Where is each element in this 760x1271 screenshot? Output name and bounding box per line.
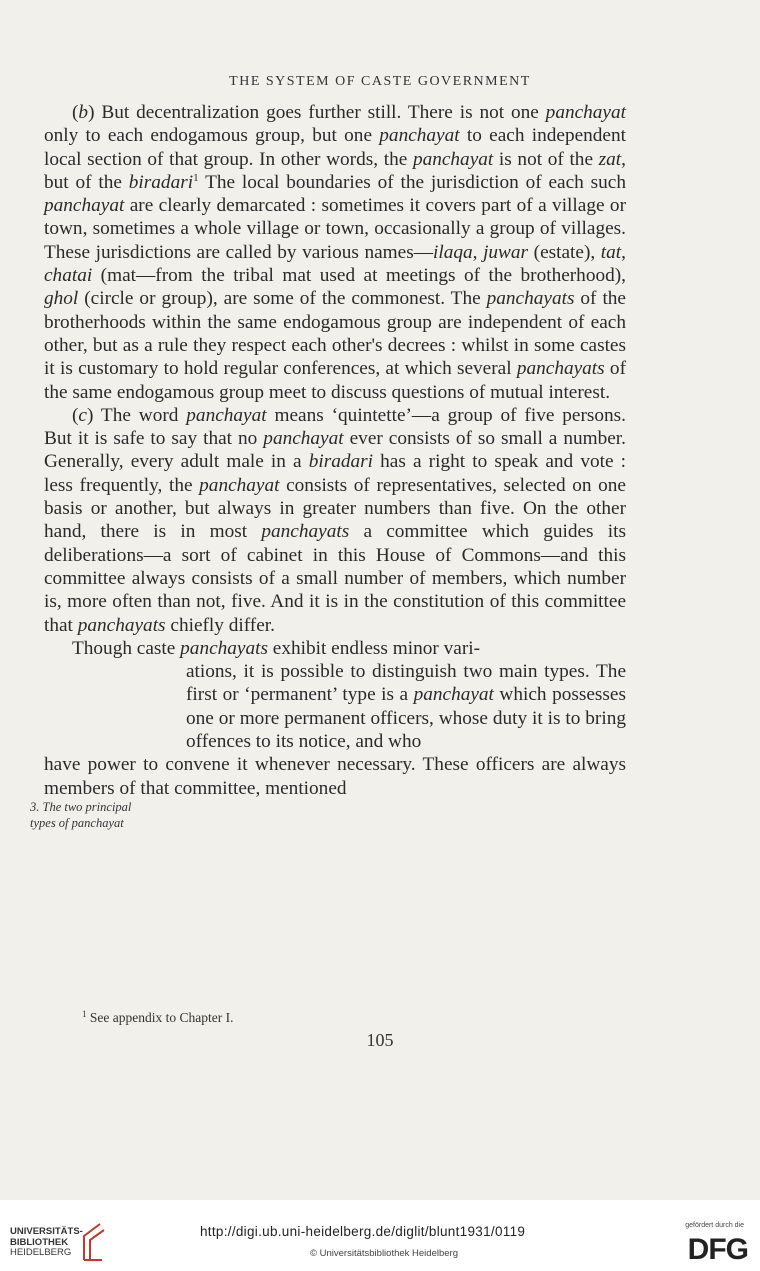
- italic-term: biradari: [308, 451, 374, 473]
- italic-term: panchayat: [199, 474, 280, 496]
- text-run: to each independent local section of that group. In other words, the: [44, 125, 626, 170]
- text-run: ) But decentralization goes further still. There is not one: [88, 102, 546, 123]
- permalink-url[interactable]: http://digi.ub.uni-heidelberg.de/diglit/blunt1931/0119: [200, 1224, 526, 1239]
- text-run: a committee which guides its deliberations—a sort of cabinet in this House of Commons—and this committee always consists of a small number of members, which number is, more often than not, five. And it is in the constitution of this committee that: [44, 521, 626, 636]
- italic-term: panchayats: [261, 521, 350, 543]
- italic-term: panchayats: [516, 358, 605, 380]
- text-run: , but of the: [44, 148, 626, 193]
- italic-term: biradari: [128, 171, 194, 193]
- italic-term: ilaqa: [433, 241, 473, 263]
- italic-term: zat: [598, 148, 622, 170]
- text-run: (: [72, 404, 79, 426]
- italic-term: panchayat: [413, 684, 494, 706]
- italic-term: b: [78, 102, 89, 123]
- text-run: are clearly demarcated : sometimes it covers part of a village or town, sometimes a whole village or town, occasionally a group of villages. These jurisdictions are called by various names—: [44, 195, 626, 263]
- italic-term: juwar: [483, 241, 529, 263]
- italic-term: panchayat: [545, 102, 626, 123]
- text-run: (mat—from the tribal mat used at meetings of the brotherhood),: [92, 265, 626, 287]
- library-line-2: BIBLIOTHEK: [10, 1236, 69, 1248]
- library-name: [10, 1227, 83, 1259]
- running-head: THE SYSTEM OF CASTE GOVERNMENT: [229, 74, 531, 89]
- italic-term: panchayats: [180, 637, 268, 659]
- text-run: is not of the: [493, 148, 599, 170]
- text-run: Though caste: [72, 637, 181, 659]
- italic-term: ghol: [44, 288, 79, 310]
- copyright-text: © Universitätsbibliothek Heidelberg: [310, 1248, 458, 1259]
- text-run: exhibit endless minor vari-: [267, 637, 481, 659]
- margin-note: 3. The two principal types of panchayat: [30, 800, 132, 830]
- library-line-1: UNIVERSITÄTS-: [10, 1226, 83, 1237]
- footer-bar: [0, 1200, 760, 1271]
- text-run: only to each endogamous group, but one: [44, 125, 380, 147]
- text-run: (circle or group), are some of the commonest. The: [78, 288, 487, 310]
- dfg-logo: DFG: [687, 1233, 748, 1266]
- text-run: means ‘quintette’—a group of five persons. But it is safe to say that no: [44, 404, 626, 450]
- text-run: consists of representatives, selected on one basis or another, but always in greater numbers than five. On the other hand, there is in most: [44, 474, 626, 543]
- italic-term: c: [78, 404, 87, 426]
- text-run: (estate),: [528, 241, 601, 263]
- italic-term: panchayats: [486, 288, 575, 310]
- text-run: ever consists of so small a number. Generally, every adult male in a: [44, 428, 626, 473]
- text-run: have power to convene it whenever necessary. These officers are always members of that committee, mentioned: [44, 754, 626, 799]
- text-run: which possesses one or more permanent officers, whose duty it is to bring offences to its notice, and who: [186, 684, 626, 753]
- italic-term: panchayat: [379, 125, 460, 147]
- dfg-funding-note: gefördert durch die: [685, 1222, 744, 1229]
- text-run: (: [72, 102, 79, 123]
- text-run: of the brotherhoods within the same endogamous group are independent of each other, but as a rule they respect each other's decrees : whilst in some castes it is customary to hold regular conferences, at which several: [44, 288, 626, 380]
- library-logo-icon: [80, 1222, 106, 1267]
- paragraph-b: [44, 101, 626, 404]
- italic-term: panchayats: [77, 614, 166, 636]
- text-run: chiefly differ.: [165, 614, 275, 636]
- footnote-mark: 1: [82, 1009, 87, 1019]
- italic-term: panchayat: [186, 404, 267, 426]
- italic-term: chatai: [44, 265, 93, 287]
- footnote-text: See appendix to Chapter I.: [89, 1010, 234, 1025]
- text-run: ) The word: [86, 404, 187, 426]
- text-run: ations, it is possible to distinguish two main types. The first or ‘permanent’ type is a: [186, 661, 626, 706]
- italic-term: panchayat: [412, 148, 494, 170]
- page-number: 105: [366, 1030, 394, 1050]
- paragraph-3-first-line: [44, 637, 626, 660]
- text-run: ,: [621, 241, 626, 263]
- text-run: of the same endogamous group meet to discuss questions of mutual interest.: [44, 358, 626, 403]
- text-run: The local boundaries of the jurisdiction of each such: [198, 171, 627, 193]
- italic-term: tat: [600, 241, 622, 263]
- library-line-3: HEIDELBERG: [10, 1247, 72, 1258]
- body-text: [44, 101, 626, 800]
- paragraph-c: [44, 404, 626, 637]
- paragraph-3-continued: [44, 753, 626, 800]
- paragraph-3-indented: [44, 660, 626, 753]
- italic-term: panchayat: [44, 195, 125, 217]
- footnote: [82, 1009, 233, 1026]
- italic-term: panchayat: [263, 428, 344, 450]
- footnote-ref: 1: [193, 171, 199, 184]
- text-run: ,: [472, 241, 484, 263]
- text-run: has a right to speak and vote : less frequently, the: [44, 451, 626, 496]
